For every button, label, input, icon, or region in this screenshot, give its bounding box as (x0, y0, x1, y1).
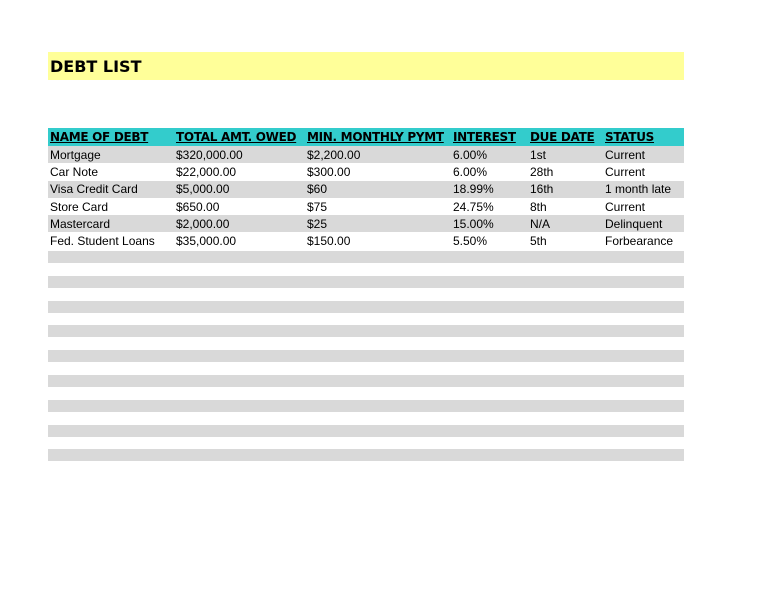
debt-name-cell[interactable]: Fed. Student Loans (50, 234, 155, 249)
interest-cell[interactable]: 6.00% (453, 164, 488, 179)
spreadsheet-page (48, 52, 684, 249)
interest-cell[interactable]: 24.75% (453, 199, 494, 214)
table-header-row (48, 128, 684, 146)
due-date-cell[interactable]: 28th (530, 164, 554, 179)
page-title: DEBT LIST (50, 56, 142, 76)
due-date-cell[interactable]: 8th (530, 199, 547, 214)
header-min-monthly-pymt[interactable]: MIN. MONTHLY PYMT (307, 130, 444, 144)
due-date-cell[interactable]: 5th (530, 234, 547, 249)
empty-row[interactable] (48, 276, 684, 288)
header-due-date[interactable]: DUE DATE (530, 130, 595, 144)
min-payment-cell[interactable]: $75 (307, 199, 328, 214)
empty-row[interactable] (48, 301, 684, 313)
total-owed-cell[interactable]: $2,000.00 (176, 216, 230, 231)
interest-cell[interactable]: 6.00% (453, 147, 488, 162)
due-date-cell[interactable]: 16th (530, 182, 554, 197)
debt-name-cell[interactable]: Mortgage (50, 147, 101, 162)
table-row (48, 163, 684, 180)
table-row (48, 215, 684, 232)
empty-row[interactable] (48, 350, 684, 362)
title-bar (48, 52, 684, 80)
debt-name-cell[interactable]: Car Note (50, 164, 99, 179)
total-owed-cell[interactable]: $320,000.00 (176, 147, 243, 162)
debt-name-cell[interactable]: Store Card (50, 199, 109, 214)
total-owed-cell[interactable]: $22,000.00 (176, 164, 237, 179)
total-owed-cell[interactable]: $650.00 (176, 199, 220, 214)
status-cell[interactable]: Current (605, 199, 646, 214)
debt-table (48, 128, 684, 250)
min-payment-cell[interactable]: $25 (307, 216, 328, 231)
empty-row[interactable] (48, 425, 684, 437)
status-cell[interactable]: Forbearance (605, 234, 674, 249)
min-payment-cell[interactable]: $2,200.00 (307, 147, 361, 162)
interest-cell[interactable]: 5.50% (453, 234, 488, 249)
status-cell[interactable]: Current (605, 164, 646, 179)
min-payment-cell[interactable]: $300.00 (307, 164, 351, 179)
interest-cell[interactable]: 15.00% (453, 216, 494, 231)
empty-rows (48, 251, 684, 474)
table-row (48, 146, 684, 163)
empty-row[interactable] (48, 400, 684, 412)
total-owed-cell[interactable]: $35,000.00 (176, 234, 237, 249)
header-total-amt-owed[interactable]: TOTAL AMT. OWED (176, 130, 297, 144)
table-row (48, 181, 684, 198)
empty-row[interactable] (48, 251, 684, 263)
empty-row[interactable] (48, 325, 684, 337)
debt-name-cell[interactable]: Mastercard (50, 216, 111, 231)
due-date-cell[interactable]: 1st (530, 147, 547, 162)
total-owed-cell[interactable]: $5,000.00 (176, 182, 230, 197)
min-payment-cell[interactable]: $150.00 (307, 234, 351, 249)
min-payment-cell[interactable]: $60 (307, 182, 328, 197)
table-row (48, 232, 684, 249)
header-interest[interactable]: INTEREST (453, 130, 516, 144)
header-status[interactable]: STATUS (605, 130, 655, 144)
status-cell[interactable]: Current (605, 147, 646, 162)
status-cell[interactable]: 1 month late (605, 182, 672, 197)
header-name-of-debt[interactable]: NAME OF DEBT (50, 130, 149, 144)
status-cell[interactable]: Delinquent (605, 216, 663, 231)
due-date-cell[interactable]: N/A (530, 216, 551, 231)
empty-row[interactable] (48, 449, 684, 461)
table-row (48, 198, 684, 215)
debt-name-cell[interactable]: Visa Credit Card (50, 182, 138, 197)
interest-cell[interactable]: 18.99% (453, 182, 494, 197)
empty-row[interactable] (48, 375, 684, 387)
